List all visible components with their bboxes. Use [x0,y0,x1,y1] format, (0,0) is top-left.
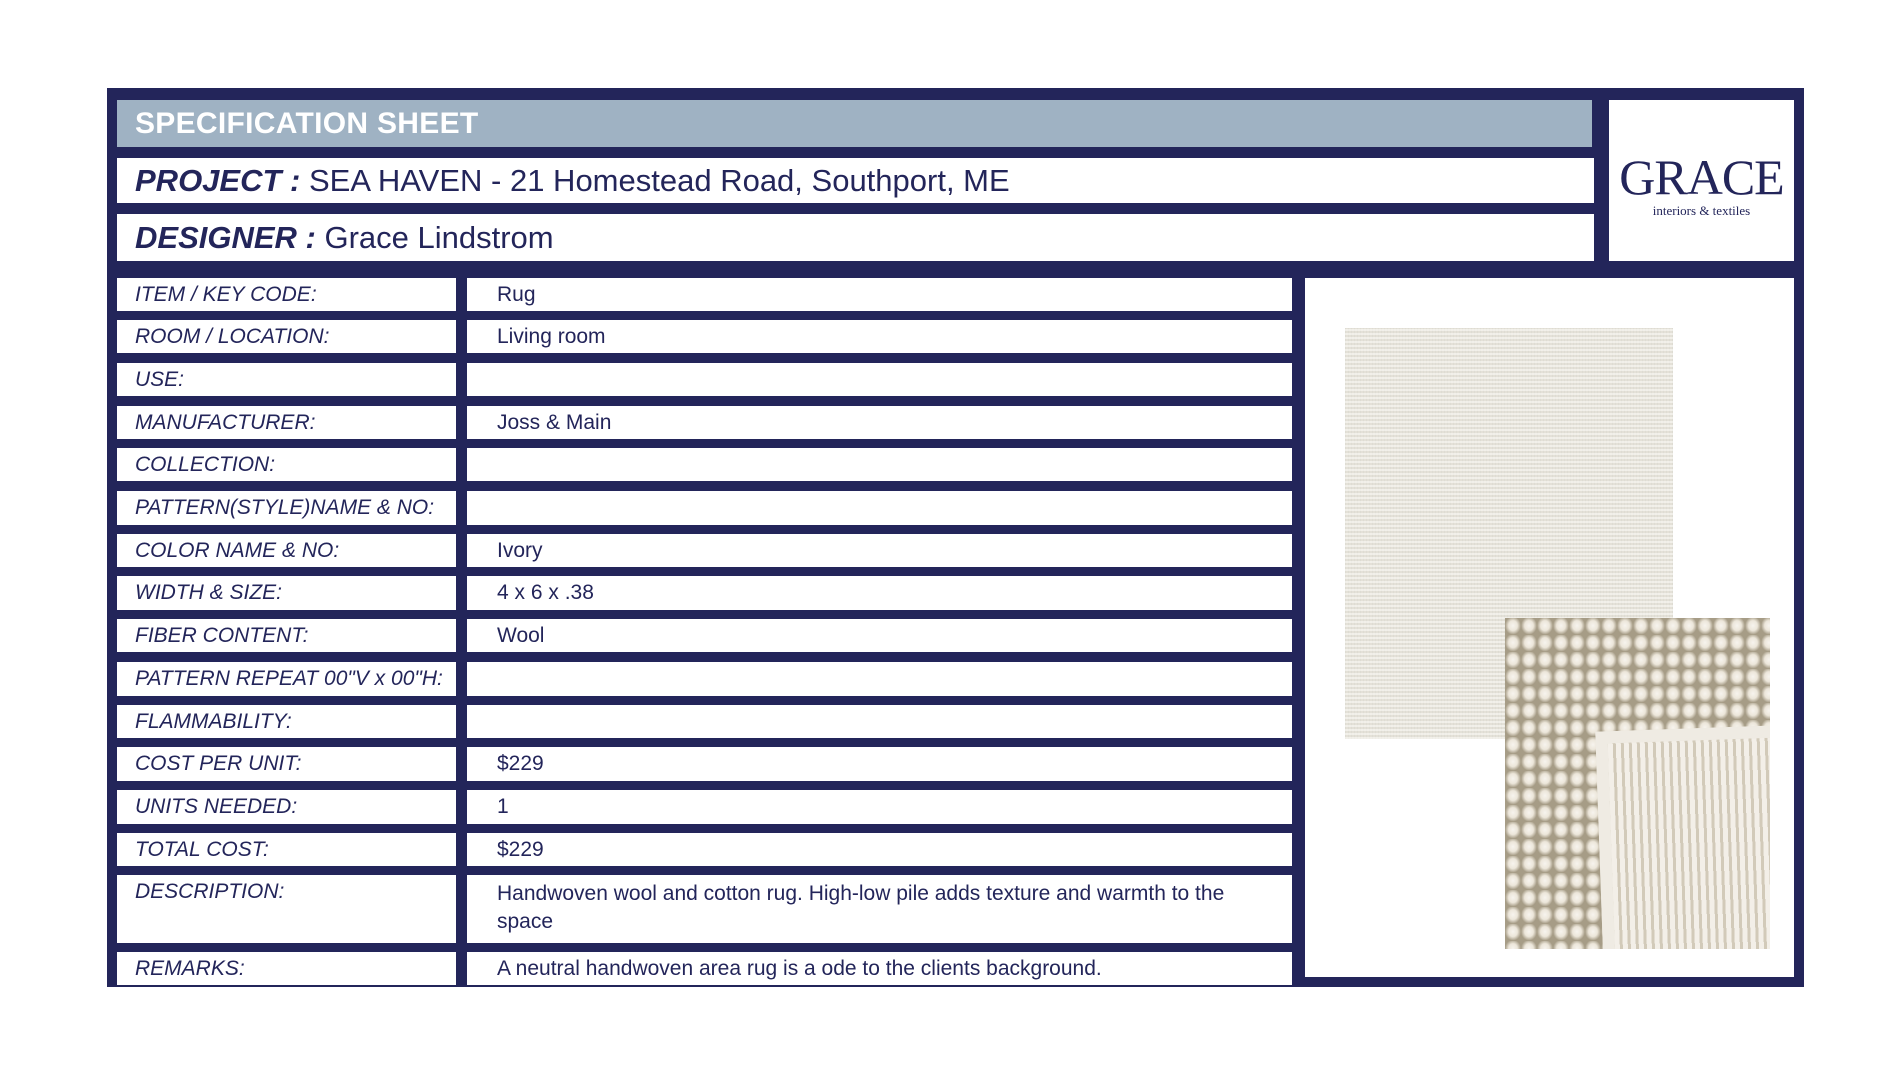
product-image-panel [1305,278,1794,977]
brand-logo [1609,100,1794,261]
value-units-needed: 1 [467,790,1292,824]
designer-label: DESIGNER : [135,220,316,255]
value-total-cost: $229 [467,833,1292,866]
label-cost-per-unit: COST PER UNIT: [117,747,456,781]
rug-border-detail [1595,724,1770,949]
designer-value: Grace Lindstrom [315,220,554,255]
label-use: USE: [117,363,456,396]
label-room-location: ROOM / LOCATION: [117,320,456,353]
project-row [117,158,1594,203]
specification-sheet [107,88,1804,987]
label-manufacturer: MANUFACTURER: [117,406,456,439]
value-room-location: Living room [467,320,1292,353]
value-pattern-repeat [467,662,1292,696]
designer-row [117,214,1594,261]
logo-wordmark: GRACE [1619,149,1784,205]
value-manufacturer: Joss & Main [467,406,1292,439]
sheet-title-banner: SPECIFICATION SHEET [117,100,1592,147]
label-fiber-content: FIBER CONTENT: [117,619,456,652]
label-pattern-name: PATTERN(STYLE)NAME & NO: [117,491,456,525]
value-flammability [467,705,1292,738]
label-description: DESCRIPTION: [117,875,456,943]
project-value: SEA HAVEN - 21 Homestead Road, Southport, ME [300,163,1010,198]
label-collection: COLLECTION: [117,448,456,481]
value-description: Handwoven wool and cotton rug. High-low pile adds texture and warmth to the space [467,875,1292,943]
label-pattern-repeat: PATTERN REPEAT 00"V x 00"H: [117,662,456,696]
value-cost-per-unit: $229 [467,747,1292,781]
label-item-key-code: ITEM / KEY CODE: [117,278,456,311]
value-collection [467,448,1292,481]
project-label: PROJECT : [135,163,301,198]
value-width-size: 4 x 6 x .38 [467,576,1292,610]
label-width-size: WIDTH & SIZE: [117,576,456,610]
label-units-needed: UNITS NEEDED: [117,790,456,824]
label-color-name: COLOR NAME & NO: [117,534,456,567]
logo-tagline: interiors & textiles [1652,203,1751,218]
value-item-key-code: Rug [467,278,1292,311]
value-remarks: A neutral handwoven area rug is a ode to the clients background. [467,952,1292,985]
label-flammability: FLAMMABILITY: [117,705,456,738]
value-pattern-name [467,491,1292,525]
label-remarks: REMARKS: [117,952,456,985]
value-color-name: Ivory [467,534,1292,567]
rug-texture-closeup-photo [1505,618,1770,949]
label-total-cost: TOTAL COST: [117,833,456,866]
value-use [467,363,1292,396]
value-fiber-content: Wool [467,619,1292,652]
